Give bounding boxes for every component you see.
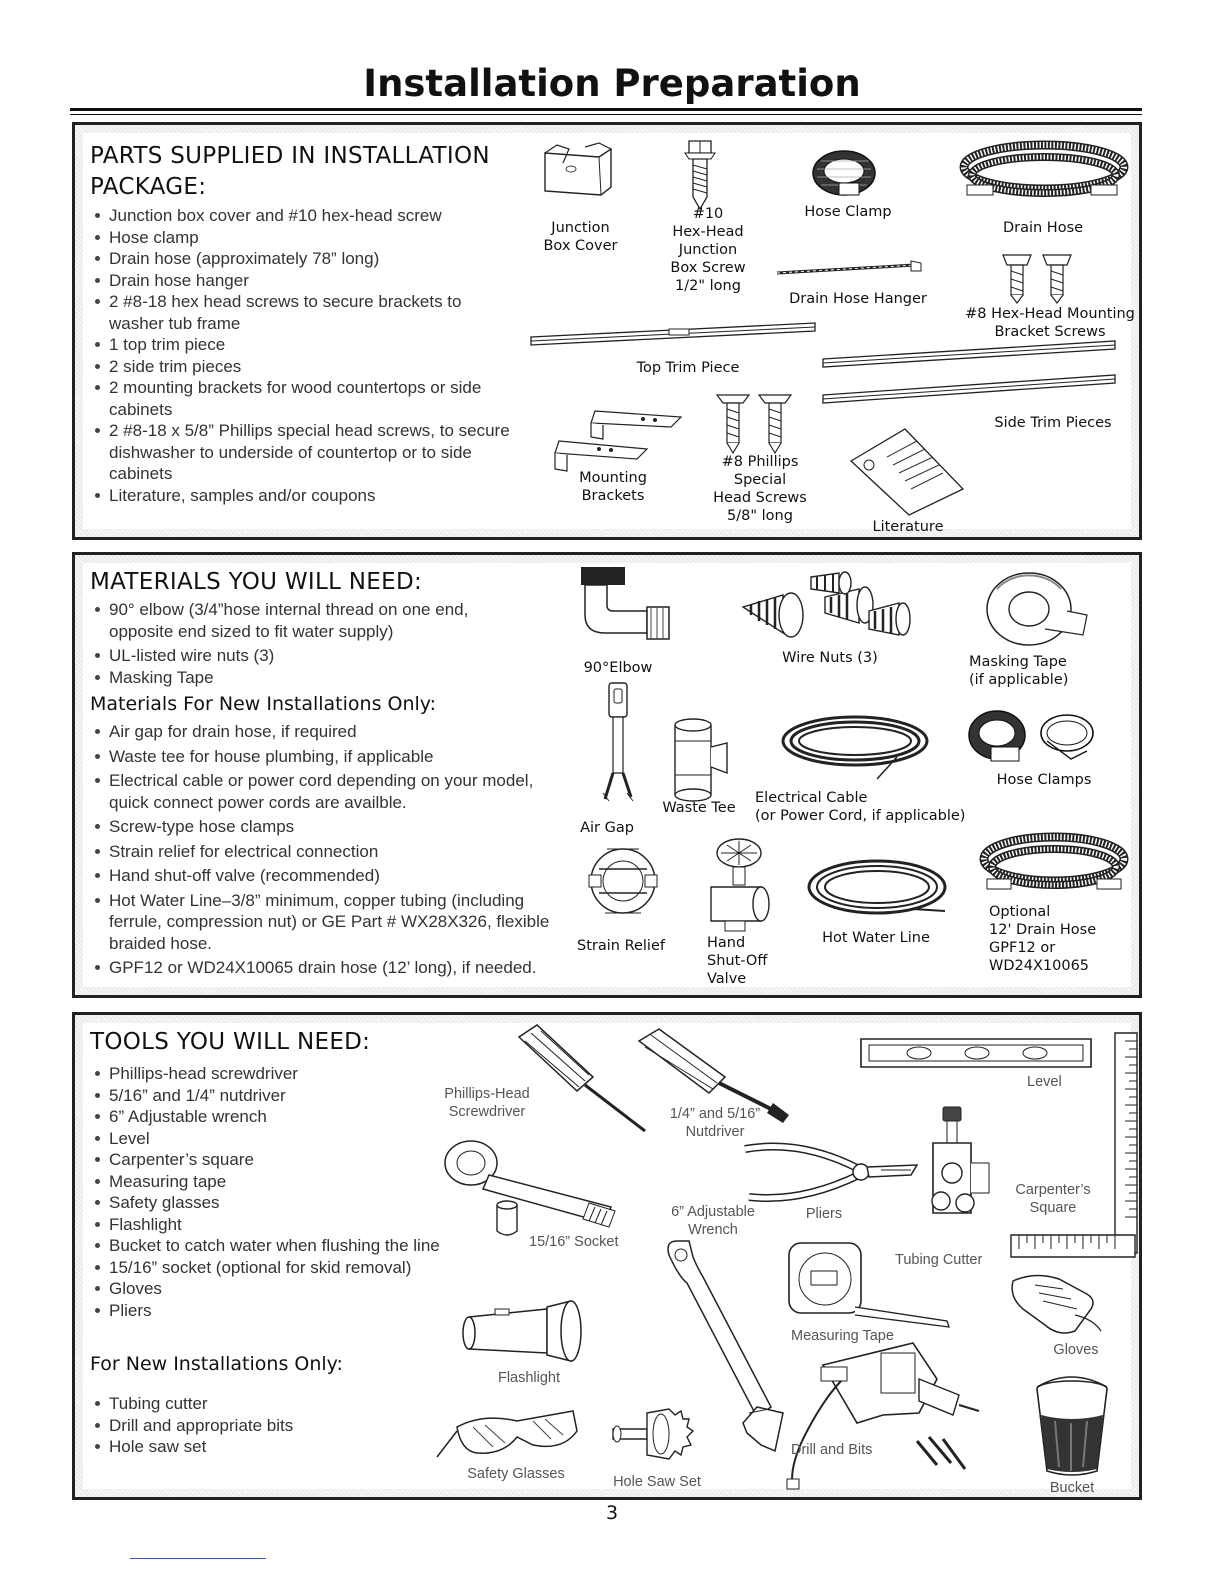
list-item: Bucket to catch water when flushing the line xyxy=(92,1235,512,1257)
nutdriver-caption xyxy=(655,1105,775,1141)
shutoff-valve-icon xyxy=(701,837,771,933)
caption-line: Hex-Head xyxy=(672,224,744,240)
safety-glasses-caption xyxy=(461,1465,571,1483)
list-item: Air gap for drain hose, if required xyxy=(92,721,562,743)
caption-line: Gloves xyxy=(1053,1342,1099,1358)
mounting-brackets-icon xyxy=(551,403,691,475)
list-item: Hand shut-off valve (recommended) xyxy=(92,865,562,887)
wire-nuts-icon xyxy=(729,571,919,643)
hex-head-screw-caption xyxy=(653,205,763,295)
list-item: UL-listed wire nuts (3) xyxy=(92,645,522,667)
air-gap-caption xyxy=(577,819,637,837)
optional-drain-hose-icon xyxy=(979,831,1129,901)
caption-line: Square xyxy=(1029,1200,1077,1216)
caption-line: Shut-Off xyxy=(707,953,768,969)
drain-hose-caption xyxy=(988,219,1098,237)
caption-line: Hand xyxy=(707,935,746,951)
caption-line: Box Screw xyxy=(670,260,746,276)
electrical-cable-icon xyxy=(777,709,937,781)
caption-line: Safety Glasses xyxy=(467,1466,565,1482)
junction-box-cover-caption xyxy=(533,219,628,255)
list-item: Tubing cutter xyxy=(92,1393,392,1415)
list-item: Phillips-head screwdriver xyxy=(92,1063,512,1085)
caption-line: Phillips-Head xyxy=(444,1086,530,1102)
mounting-bracket-screws-icon xyxy=(999,249,1079,305)
caption-line: #8 Hex-Head Mounting xyxy=(965,306,1135,322)
flashlight-caption xyxy=(489,1369,569,1387)
list-item: Drain hose (approximately 78” long) xyxy=(92,248,512,270)
parts-list xyxy=(92,205,512,506)
air-gap-icon xyxy=(599,681,639,811)
caption-line: Box Cover xyxy=(543,238,618,254)
tools-new-heading: For New Installations Only: xyxy=(90,1353,343,1375)
elbow-icon xyxy=(577,567,687,653)
materials-list xyxy=(92,599,522,688)
list-item: 2 #8-18 x 5/8” Phillips special head screws, to secure dishwasher to underside of countertop or to side cabinets xyxy=(92,420,512,485)
caption-line: Drill and Bits xyxy=(791,1442,873,1458)
side-trim-pieces-caption xyxy=(978,414,1128,432)
junction-box-cover-icon xyxy=(541,143,621,205)
parts-supplied-panel xyxy=(72,122,1142,540)
strain-relief-icon xyxy=(581,839,671,929)
top-trim-piece-caption xyxy=(613,359,763,377)
top-trim-piece-icon xyxy=(529,319,819,349)
drain-hose-hanger-icon xyxy=(775,259,925,281)
hex-head-screw-icon xyxy=(683,139,717,211)
drain-hose-icon xyxy=(959,141,1129,211)
tools-heading: TOOLS YOU WILL NEED: xyxy=(90,1029,371,1055)
caption-line: Literature xyxy=(872,519,944,535)
list-item: Hole saw set xyxy=(92,1436,392,1458)
caption-line: Drain Hose Hanger xyxy=(789,291,927,307)
caption-line: Junction xyxy=(678,242,738,258)
electrical-cable-caption xyxy=(755,789,975,825)
safety-glasses-icon xyxy=(433,1407,583,1463)
carpenters-square-icon xyxy=(1099,1031,1141,1259)
footer-rule xyxy=(130,1558,266,1559)
caption-line: Special xyxy=(733,472,787,488)
list-item: 5/16” and 1/4” nutdriver xyxy=(92,1085,512,1107)
caption-line: #10 xyxy=(692,206,724,222)
caption-line: (if applicable) xyxy=(969,672,1069,688)
hose-clamps-caption xyxy=(979,771,1109,789)
caption-line: 1/4” and 5/16” xyxy=(669,1106,761,1122)
caption-line: Air Gap xyxy=(580,820,634,836)
tubing-cutter-icon xyxy=(917,1103,1007,1243)
list-item: Drill and appropriate bits xyxy=(92,1415,392,1437)
list-item: Flashlight xyxy=(92,1214,512,1236)
list-item: Gloves xyxy=(92,1278,512,1300)
caption-line: 5/8" long xyxy=(727,508,793,524)
pliers-caption xyxy=(789,1205,859,1223)
list-item: Hot Water Line–3/8” minimum, copper tubing (including ferrule, compression nut) or GE Part # WX28X326, flexible braided hose. xyxy=(92,890,562,955)
caption-line: Top Trim Piece xyxy=(636,360,740,376)
parts-heading xyxy=(90,141,490,203)
caption-line: Nutdriver xyxy=(685,1124,745,1140)
list-item: Level xyxy=(92,1128,512,1150)
caption-line: Masking Tape xyxy=(969,654,1067,670)
list-item: Drain hose hanger xyxy=(92,270,512,292)
pliers-icon xyxy=(741,1139,921,1207)
list-item: 6” Adjustable wrench xyxy=(92,1106,512,1128)
caption-line: Optional xyxy=(989,904,1051,920)
page-number: 3 xyxy=(605,1502,619,1524)
caption-line: Junction xyxy=(551,220,610,236)
title-rule xyxy=(70,108,1142,115)
list-item: Electrical cable or power cord depending on your model, quick connect power cords are availble. xyxy=(92,770,562,813)
caption-line: Pliers xyxy=(805,1206,843,1222)
caption-line: Drain Hose xyxy=(1002,220,1084,236)
caption-line: Bucket xyxy=(1049,1480,1095,1496)
level-icon xyxy=(859,1035,1095,1071)
list-item: Pliers xyxy=(92,1300,512,1322)
bucket-icon xyxy=(1031,1375,1113,1479)
list-item: 90° elbow (3/4”hose internal thread on one end, opposite end sized to fit water supply) xyxy=(92,599,522,642)
drill-caption xyxy=(791,1441,911,1459)
literature-icon xyxy=(847,427,967,517)
masking-tape-caption xyxy=(969,653,1099,689)
list-item: 15/16” socket (optional for skid removal) xyxy=(92,1257,512,1279)
list-item: 2 side trim pieces xyxy=(92,356,512,378)
list-item: GPF12 or WD24X10065 drain hose (12’ long), if needed. xyxy=(92,957,562,979)
parts-heading-line2: PACKAGE: xyxy=(90,174,207,200)
caption-line: Valve xyxy=(707,971,747,987)
hose-clamp-caption xyxy=(788,203,908,221)
list-item: 2 mounting brackets for wood countertops or side cabinets xyxy=(92,377,512,420)
tools-new-list xyxy=(92,1393,392,1458)
measuring-tape-icon xyxy=(785,1237,955,1333)
drain-hose-hanger-caption xyxy=(773,290,943,308)
list-item: Hose clamp xyxy=(92,227,512,249)
caption-line: Brackets xyxy=(581,488,645,504)
caption-line: Mounting xyxy=(579,470,647,486)
hot-water-line-caption xyxy=(811,929,941,947)
phillips-screws-caption xyxy=(695,453,825,525)
caption-line: Head Screws xyxy=(713,490,807,506)
hole-saw-caption xyxy=(607,1473,707,1491)
level-caption xyxy=(1027,1073,1087,1091)
caption-line: Wrench xyxy=(688,1222,738,1238)
gloves-caption xyxy=(1041,1341,1111,1359)
caption-line: (or Power Cord, if applicable) xyxy=(755,808,966,824)
caption-line: Strain Relief xyxy=(577,938,665,954)
hose-clamps-icon xyxy=(961,703,1101,769)
mounting-brackets-caption xyxy=(563,469,663,505)
side-trim-pieces-icon xyxy=(821,339,1121,413)
literature-caption xyxy=(853,518,963,536)
materials-heading: MATERIALS YOU WILL NEED: xyxy=(90,569,423,595)
caption-line: #8 Phillips xyxy=(721,454,799,470)
list-item: Literature, samples and/or coupons xyxy=(92,485,512,507)
screwdriver-caption xyxy=(427,1085,547,1121)
caption-line: Measuring Tape xyxy=(791,1328,894,1344)
tools-panel xyxy=(72,1012,1142,1500)
drill-bits-icon xyxy=(913,1435,977,1479)
caption-line: Hot Water Line xyxy=(822,930,930,946)
adjustable-wrench-caption xyxy=(653,1203,773,1239)
carpenters-square-caption xyxy=(1013,1181,1093,1217)
materials-new-heading: Materials For New Installations Only: xyxy=(90,693,437,715)
mounting-bracket-screws-caption xyxy=(955,305,1145,341)
bucket-caption xyxy=(1037,1479,1107,1497)
caption-line: Hose Clamps xyxy=(996,772,1092,788)
hose-clamp-icon xyxy=(809,147,879,199)
caption-line: Electrical Cable xyxy=(755,790,868,806)
caption-line: GPF12 or xyxy=(989,940,1056,956)
square-base-icon xyxy=(1009,1231,1139,1259)
gloves-icon xyxy=(1005,1269,1109,1339)
caption-line: 15/16” Socket xyxy=(529,1234,619,1250)
list-item: Safety glasses xyxy=(92,1192,512,1214)
caption-line: Flashlight xyxy=(497,1370,561,1386)
flashlight-icon xyxy=(459,1299,589,1363)
list-item: 2 #8-18 hex head screws to secure brackets to washer tub frame xyxy=(92,291,512,334)
list-item: Masking Tape xyxy=(92,667,522,689)
optional-drain-hose-caption xyxy=(989,903,1119,975)
phillips-screws-icon xyxy=(713,391,797,457)
list-item: Carpenter’s square xyxy=(92,1149,512,1171)
materials-panel xyxy=(72,552,1142,998)
hot-water-line-icon xyxy=(803,853,953,925)
hole-saw-icon xyxy=(609,1405,699,1463)
socket-caption xyxy=(529,1233,639,1251)
caption-line: WD24X10065 xyxy=(989,958,1090,974)
strain-relief-caption xyxy=(577,937,687,955)
materials-panel-body xyxy=(83,563,1131,987)
caption-line: Hole Saw Set xyxy=(613,1474,701,1490)
elbow-caption xyxy=(573,659,663,677)
caption-line: 90°Elbow xyxy=(583,660,653,676)
caption-line: Hose Clamp xyxy=(804,204,892,220)
caption-line: Bracket Screws xyxy=(994,324,1106,340)
caption-line: Tubing Cutter xyxy=(895,1252,983,1268)
caption-line: Screwdriver xyxy=(448,1104,526,1120)
waste-tee-icon xyxy=(663,715,733,807)
caption-line: Level xyxy=(1027,1074,1062,1090)
parts-panel-body xyxy=(83,133,1135,535)
caption-line: 6” Adjustable xyxy=(671,1204,755,1220)
waste-tee-caption xyxy=(649,799,749,817)
list-item: Strain relief for electrical connection xyxy=(92,841,562,863)
list-item: 1 top trim piece xyxy=(92,334,512,356)
caption-line: Side Trim Pieces xyxy=(994,415,1112,431)
parts-heading-line1: PARTS SUPPLIED IN INSTALLATION xyxy=(90,143,490,169)
caption-line: 1/2" long xyxy=(675,278,741,294)
materials-new-list xyxy=(92,721,562,979)
caption-line: Waste Tee xyxy=(662,800,736,816)
list-item: Junction box cover and #10 hex-head screw xyxy=(92,205,512,227)
list-item: Screw-type hose clamps xyxy=(92,816,562,838)
shutoff-valve-caption xyxy=(707,934,787,988)
caption-line: Carpenter’s xyxy=(1015,1182,1091,1198)
wire-nuts-caption xyxy=(765,649,895,667)
page-title: Installation Preparation xyxy=(363,62,861,105)
ratchet-icon xyxy=(439,1133,639,1231)
caption-line: 12' Drain Hose xyxy=(989,922,1097,938)
list-item: Waste tee for house plumbing, if applicable xyxy=(92,746,562,768)
caption-line: Wire Nuts (3) xyxy=(782,650,878,666)
list-item: Measuring tape xyxy=(92,1171,512,1193)
masking-tape-icon xyxy=(983,569,1091,651)
tools-panel-body xyxy=(83,1023,1131,1496)
